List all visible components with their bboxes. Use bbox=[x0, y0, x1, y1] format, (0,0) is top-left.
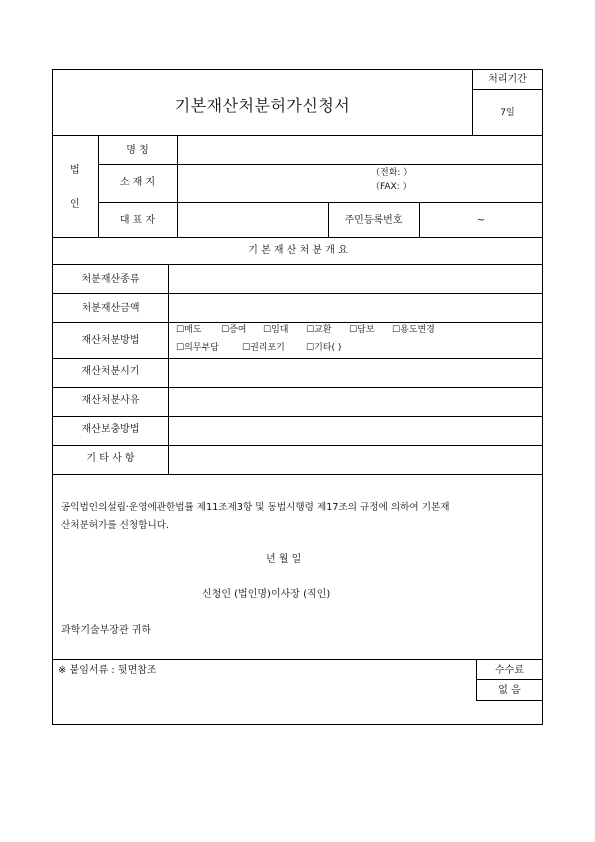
disposal-property-type-field[interactable] bbox=[169, 265, 542, 293]
form-title: 기본재산처분허가신청서 bbox=[174, 96, 351, 115]
method-option-9[interactable]: ☐기타( ) bbox=[306, 343, 342, 353]
name-label: 명 칭 bbox=[126, 145, 149, 156]
addressee: 과학기술부장관 귀하 bbox=[61, 625, 152, 636]
disposal-timing-field[interactable] bbox=[169, 359, 542, 387]
processing-period-value: 7일 bbox=[500, 108, 515, 118]
overview-row-label: 재산보충방법 bbox=[81, 424, 140, 435]
fax-label: （FAX: ） bbox=[371, 182, 412, 192]
method-option-5[interactable]: ☐담보 bbox=[349, 325, 375, 335]
fee-value: 없 음 bbox=[498, 685, 521, 696]
divider bbox=[53, 659, 543, 660]
processing-period-label: 처리기간 bbox=[488, 74, 527, 85]
overview-row-label: 재산처분시기 bbox=[81, 366, 140, 377]
overview-row-label: 처분재산금액 bbox=[81, 303, 140, 314]
name-field[interactable] bbox=[178, 136, 542, 164]
method-option-7[interactable]: ☐의무부담 bbox=[176, 343, 219, 353]
divider bbox=[53, 322, 543, 323]
divider bbox=[53, 237, 543, 238]
resident-number-label: 주민등록번호 bbox=[344, 215, 403, 226]
method-option-2[interactable]: ☐증여 bbox=[221, 325, 247, 335]
overview-row-label: 기 타 사 항 bbox=[86, 453, 135, 464]
disposal-amount-field[interactable] bbox=[169, 294, 542, 322]
application-form bbox=[52, 69, 543, 725]
applicant-line: 신청인 (법인명)이사장 (직인) bbox=[202, 589, 331, 600]
resident-number-field[interactable]: ~ bbox=[476, 215, 486, 226]
address-field[interactable] bbox=[178, 165, 542, 202]
method-option-4[interactable]: ☐교환 bbox=[306, 325, 332, 335]
overview-row-label: 처분재산종류 bbox=[81, 274, 140, 285]
overview-row-label: 재산처분사유 bbox=[81, 395, 140, 406]
disposal-reason-field[interactable] bbox=[169, 388, 542, 416]
other-notes-field[interactable] bbox=[169, 446, 542, 474]
corporation-label-top: 법 bbox=[70, 165, 80, 176]
representative-label: 대 표 자 bbox=[119, 215, 156, 226]
corporation-label-bottom: 인 bbox=[70, 199, 80, 210]
overview-title: 기 본 재 산 처 분 개 요 bbox=[248, 245, 348, 256]
divider bbox=[476, 679, 543, 680]
attachments-note: ※ 붙임서류 : 뒷면참조 bbox=[58, 665, 157, 676]
method-option-3[interactable]: ☐임대 bbox=[263, 325, 289, 335]
fee-label: 수수료 bbox=[495, 665, 524, 676]
method-option-6[interactable]: ☐용도변경 bbox=[392, 325, 435, 335]
divider bbox=[472, 89, 543, 90]
divider bbox=[53, 474, 543, 475]
method-option-8[interactable]: ☐권리포기 bbox=[242, 343, 285, 353]
replenishment-method-field[interactable] bbox=[169, 417, 542, 445]
representative-field[interactable] bbox=[178, 203, 327, 237]
statement-line-1: 공익법인의설립·운영에관한법률 제11조제3항 및 동법시행령 제17조의 규정에 의하여 기본재 bbox=[61, 502, 450, 513]
date-line: 년 월 일 bbox=[266, 554, 302, 565]
method-option-1[interactable]: ☐매도 bbox=[176, 325, 202, 335]
overview-row-label: 재산처분방법 bbox=[81, 335, 140, 346]
divider bbox=[476, 700, 543, 701]
phone-label: （전화: ） bbox=[371, 168, 413, 178]
statement-line-2: 산처분허가를 신청합니다. bbox=[61, 520, 170, 531]
address-label: 소 재 지 bbox=[119, 177, 156, 188]
